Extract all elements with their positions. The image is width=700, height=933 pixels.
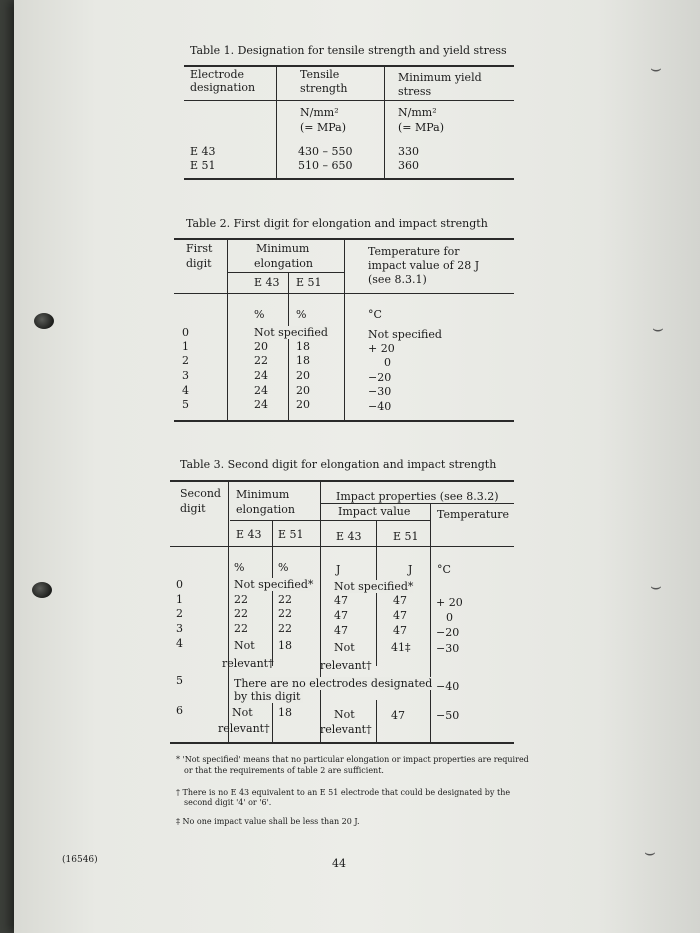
table2-cell: 18 — [296, 340, 310, 353]
table1-cell: 330 — [398, 145, 419, 158]
table2-header: impact value of 28 J — [368, 259, 480, 272]
table1-unit: N/mm² — [300, 106, 339, 119]
table2-cell: + 20 — [368, 342, 395, 355]
table1-cell: E 51 — [190, 159, 216, 172]
table2-cell: Not specified — [254, 326, 328, 339]
table3-header: E 43 — [336, 530, 362, 543]
table2-header: Minimum — [256, 242, 310, 255]
table1-header: Electrode — [190, 68, 245, 81]
table2-header: elongation — [254, 257, 313, 270]
table3-cell: 22 — [234, 622, 248, 635]
table3-header: Second — [180, 487, 221, 500]
table2-cell: 18 — [296, 354, 310, 367]
table3-cell: 47 — [393, 624, 407, 637]
table1-header: designation — [190, 81, 256, 94]
table3-header: Minimum — [236, 488, 290, 501]
table3-digit: 4 — [176, 637, 183, 650]
table3-digit: 6 — [176, 704, 183, 717]
table3-header: Impact properties (see 8.3.2) — [336, 490, 499, 503]
table3-cell: Not specified* — [234, 578, 314, 591]
table3-cell: 22 — [234, 593, 248, 606]
document-code: (16546) — [62, 855, 98, 865]
table3-cell: 47 — [334, 624, 348, 637]
table3-digit: 0 — [176, 578, 183, 591]
table3-caption: Table 3. Second digit for elongation and impact strength — [180, 458, 497, 471]
table3-cell: −20 — [436, 626, 460, 639]
table3-digit: 3 — [176, 622, 183, 635]
table2-cell: 20 — [296, 384, 310, 397]
table2-digit: 3 — [182, 369, 189, 382]
table2-header: (see 8.3.1) — [368, 273, 427, 286]
table3-cell: 41‡ — [391, 641, 411, 654]
table2-cell: 0 — [384, 356, 391, 369]
table3-digit: 1 — [176, 593, 183, 606]
table2-digit: 2 — [182, 354, 189, 367]
table3-cell: 47 — [393, 609, 407, 622]
table2-cell: −20 — [368, 371, 392, 384]
table3-header: E 51 — [278, 528, 304, 541]
table3-cell: Not — [334, 708, 355, 721]
table1-header: stress — [398, 85, 432, 98]
table3-unit: J — [336, 563, 341, 576]
table3-cell: There are no electrodes designated — [234, 677, 435, 690]
table3-cell: 22 — [278, 593, 292, 606]
table3-digit: 5 — [176, 674, 183, 687]
footnote: ‡ No one impact value shall be less than 20 J. — [176, 817, 360, 826]
table2-cell: 24 — [254, 384, 268, 397]
table1-header: Minimum yield — [398, 71, 482, 84]
table3-unit: % — [234, 561, 245, 574]
table2-header: E 51 — [296, 276, 322, 289]
table1-caption: Table 1. Designation for tensile strength and yield stress — [190, 44, 507, 57]
table3-header: E 43 — [236, 528, 262, 541]
table3-cell: 22 — [278, 622, 292, 635]
footnote: * 'Not specified' means that no particular elongation or impact properties are required — [176, 755, 529, 764]
table3-cell: Not specified* — [334, 580, 414, 593]
table3-header: E 51 — [393, 530, 419, 543]
table3-cell: 47 — [334, 609, 348, 622]
table2-digit: 5 — [182, 398, 189, 411]
table3-cell: + 20 — [436, 596, 463, 609]
table2-digit: 0 — [182, 326, 189, 339]
table2-cell: −30 — [368, 385, 392, 398]
table2-unit: % — [296, 308, 307, 321]
table3-cell: 22 — [278, 607, 292, 620]
table2-cell: 22 — [254, 354, 268, 367]
table2-cell: 24 — [254, 398, 268, 411]
table3-cell: 47 — [393, 594, 407, 607]
table2-header: First — [186, 242, 213, 255]
table1-cell: 360 — [398, 159, 419, 172]
table3-cell: relevant† — [222, 657, 274, 670]
table2-header: Temperature for — [368, 245, 460, 258]
table3-unit: % — [278, 561, 289, 574]
footnote: † There is no E 43 equivalent to an E 51 electrode that could be designated by the — [176, 788, 511, 797]
table3-cell: Not — [334, 641, 355, 654]
page-number: 44 — [332, 857, 346, 870]
table3-cell: −50 — [436, 709, 460, 722]
table3-header: digit — [180, 502, 206, 515]
tick-mark: ⌣ — [652, 318, 664, 339]
table2-digit: 4 — [182, 384, 189, 397]
table3-cell: 0 — [446, 611, 453, 624]
table2-unit: % — [254, 308, 265, 321]
table2-cell: −40 — [368, 400, 392, 413]
table3-cell: −30 — [436, 642, 460, 655]
table3-header: Temperature — [437, 508, 510, 521]
table1-cell: 510 – 650 — [298, 159, 353, 172]
table3-cell: 18 — [278, 639, 292, 652]
table3-cell: relevant† — [320, 723, 372, 736]
table1-unit: (= MPa) — [398, 121, 445, 134]
table2-cell: 20 — [296, 398, 310, 411]
table3-unit: °C — [437, 563, 451, 576]
table1-unit: (= MPa) — [300, 121, 347, 134]
table3-cell: by this digit — [234, 690, 303, 703]
table1-header: strength — [300, 82, 348, 95]
table3-cell: relevant† — [320, 659, 372, 672]
table3-cell: 18 — [278, 706, 292, 719]
table3-cell: −40 — [436, 680, 460, 693]
table3-cell: Not — [232, 706, 253, 719]
table2-digit: 1 — [182, 340, 189, 353]
table1-unit: N/mm² — [398, 106, 437, 119]
table3-cell: Not — [234, 639, 255, 652]
table1-header: Tensile — [300, 68, 340, 81]
table2-unit: °C — [368, 308, 382, 321]
table2-cell: 20 — [296, 369, 310, 382]
table3-cell: relevant† — [218, 722, 270, 735]
table2-header: E 43 — [254, 276, 280, 289]
table1-cell: E 43 — [190, 145, 216, 158]
table1-cell: 430 – 550 — [298, 145, 353, 158]
table3-cell: 47 — [334, 594, 348, 607]
table3-header: Impact value — [338, 505, 411, 518]
table2-header: digit — [186, 257, 212, 270]
table2-cell: 24 — [254, 369, 268, 382]
tick-mark: ⌣ — [650, 58, 662, 79]
footnote: or that the requirements of table 2 are sufficient. — [184, 766, 384, 775]
table2-caption: Table 2. First digit for elongation and impact strength — [186, 217, 488, 230]
tick-mark: ⌣ — [650, 576, 662, 597]
punch-hole — [32, 582, 52, 598]
tick-mark: ⌣ — [644, 842, 656, 863]
table3-cell: 22 — [234, 607, 248, 620]
table3-header: elongation — [236, 503, 295, 516]
table3-cell: 47 — [391, 709, 405, 722]
table2-cell: Not specified — [368, 328, 442, 341]
table3-unit: J — [408, 563, 413, 576]
footnote: second digit '4' or '6'. — [184, 798, 272, 807]
table2-cell: 20 — [254, 340, 268, 353]
punch-hole — [34, 313, 54, 329]
table3-digit: 2 — [176, 607, 183, 620]
